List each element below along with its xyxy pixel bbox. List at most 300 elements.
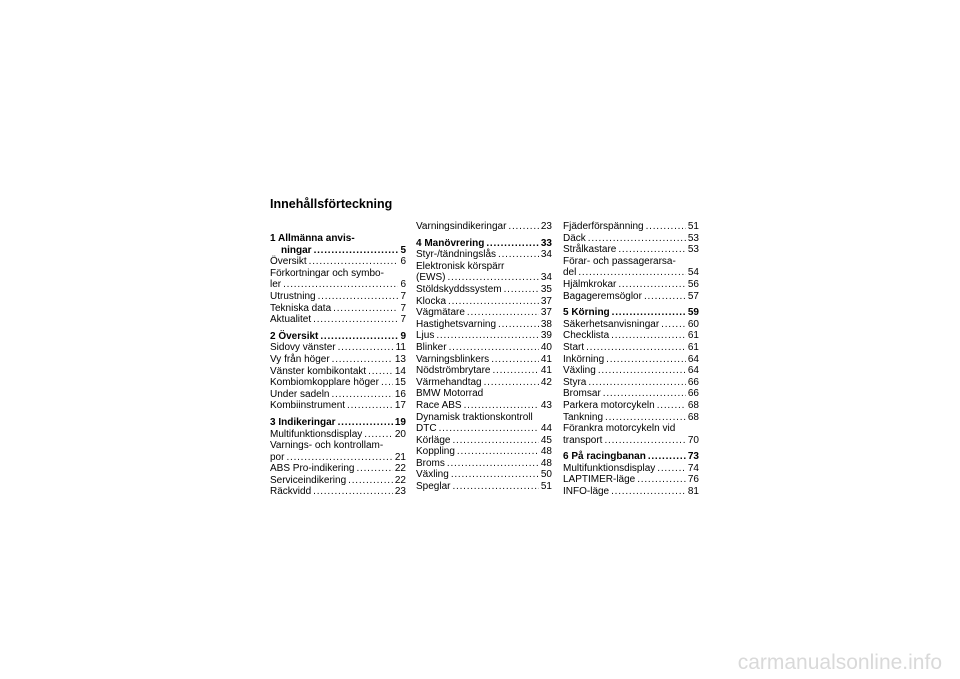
toc-entry-line xyxy=(563,244,699,256)
toc-entry-title-line: Elektronisk körspärr xyxy=(416,260,505,272)
toc-entry[interactable] xyxy=(563,400,699,412)
dot-leader xyxy=(637,474,686,486)
toc-entry-line xyxy=(563,451,699,463)
toc-page-number: 17 xyxy=(394,400,406,412)
toc-entry-title: Bromsar xyxy=(563,388,601,400)
toc-page-number: 51 xyxy=(540,481,552,493)
toc-entry[interactable] xyxy=(416,354,552,366)
toc-page-number: 11 xyxy=(395,342,406,354)
toc-entry-title: Serviceindikering xyxy=(270,474,347,486)
toc-entry[interactable] xyxy=(416,469,552,481)
toc-entry[interactable] xyxy=(563,377,699,389)
toc-entry-title: Start xyxy=(563,341,585,353)
toc-entry[interactable] xyxy=(270,400,406,412)
toc-entry-title: Vy från höger xyxy=(270,353,330,365)
dot-leader xyxy=(338,342,394,354)
toc-entry-line xyxy=(563,319,699,331)
toc-entry[interactable] xyxy=(416,412,552,435)
toc-entry-title: Hjälmkrokar xyxy=(563,278,617,290)
toc-entry-title: transport xyxy=(563,434,603,446)
toc-entry[interactable] xyxy=(270,291,406,303)
dot-leader xyxy=(347,400,393,412)
toc-entry[interactable] xyxy=(563,354,699,366)
toc-entry-line xyxy=(270,475,406,487)
toc-entry-line xyxy=(416,423,552,435)
toc-entry-line xyxy=(416,446,552,458)
dot-leader xyxy=(598,365,686,377)
toc-entry-title: Multifunktionsdisplay xyxy=(563,462,656,474)
toc-page-number: 48 xyxy=(540,457,552,469)
toc-entry[interactable] xyxy=(416,249,552,261)
dot-leader xyxy=(449,342,539,354)
toc-entry-title: Däck xyxy=(563,232,586,244)
toc-entry[interactable] xyxy=(270,486,406,498)
dot-leader xyxy=(606,354,686,366)
toc-page-number: 37 xyxy=(540,295,552,307)
toc-entry-line xyxy=(563,354,699,366)
toc-entry[interactable] xyxy=(563,233,699,245)
toc-entry[interactable] xyxy=(563,412,699,424)
toc-entry-title: Inkörning xyxy=(563,353,605,365)
dot-leader xyxy=(333,303,398,315)
toc-entry[interactable] xyxy=(563,221,699,233)
toc-page-number: 50 xyxy=(540,469,552,481)
toc-entry[interactable] xyxy=(416,261,552,284)
toc-entry-line xyxy=(270,452,406,464)
toc-page-number: 15 xyxy=(394,377,406,389)
toc-page-number: 53 xyxy=(687,232,699,244)
toc-entry-title: Stöldskyddssystem xyxy=(416,283,502,295)
toc-entry[interactable] xyxy=(270,342,406,354)
toc-entry[interactable] xyxy=(270,475,406,487)
dot-leader xyxy=(504,284,539,296)
toc-page-number: 66 xyxy=(687,388,699,400)
toc-entry-title: LAPTIMER-läge xyxy=(563,474,636,486)
dot-leader xyxy=(605,412,686,424)
dot-leader xyxy=(498,319,539,331)
toc-page-number: 43 xyxy=(540,399,552,411)
toc-entry-title: 2 Översikt xyxy=(270,330,319,342)
dot-leader xyxy=(338,417,393,429)
dot-leader xyxy=(320,331,398,343)
toc-page-number: 39 xyxy=(540,330,552,342)
toc-page-number: 7 xyxy=(400,314,406,326)
dot-leader xyxy=(447,458,539,470)
toc-entry-title: Tekniska data xyxy=(270,302,332,314)
dot-leader xyxy=(332,354,393,366)
toc-chapter[interactable] xyxy=(563,451,699,463)
toc-entry-title: Hastighetsvarning xyxy=(416,318,497,330)
toc-page-number: 33 xyxy=(540,237,552,249)
toc-entry-title: Körläge xyxy=(416,434,451,446)
toc-entry-title: 5 Körning xyxy=(563,307,610,319)
toc-page-number: 21 xyxy=(394,451,406,463)
toc-entry-line xyxy=(416,307,552,319)
toc-entry-line xyxy=(270,314,406,326)
toc-chapter[interactable] xyxy=(563,307,699,319)
toc-entry-line xyxy=(270,279,406,291)
toc-entry[interactable] xyxy=(563,388,699,400)
toc-entry-line xyxy=(270,366,406,378)
toc-entry-title: Blinker xyxy=(416,341,447,353)
toc-entry-line xyxy=(416,249,552,261)
toc-entry-line xyxy=(563,221,699,233)
toc-page-number: 56 xyxy=(687,278,699,290)
toc-entry[interactable] xyxy=(563,256,699,279)
toc-entry-title: 4 Manövrering xyxy=(416,237,485,249)
toc-entry-line xyxy=(416,469,552,481)
toc-page-number: 13 xyxy=(394,353,406,365)
dot-leader xyxy=(491,354,539,366)
dot-leader xyxy=(364,429,393,441)
toc-entry[interactable] xyxy=(416,221,552,233)
dot-leader xyxy=(661,319,686,331)
toc-entry-title: Race ABS xyxy=(416,399,462,411)
dot-leader xyxy=(603,388,686,400)
toc-entry-title: Aktualitet xyxy=(270,314,312,326)
dot-leader xyxy=(604,435,685,447)
toc-entry-line xyxy=(563,307,699,319)
toc-page-number: 76 xyxy=(687,474,699,486)
dot-leader xyxy=(313,486,393,498)
toc-page-number: 40 xyxy=(540,341,552,353)
toc-page-number: 73 xyxy=(687,451,699,463)
toc-entry-title: Broms xyxy=(416,457,445,469)
toc-entry-line xyxy=(563,412,699,424)
dot-leader xyxy=(286,452,392,464)
toc-entry[interactable] xyxy=(270,389,406,401)
toc-entry-line xyxy=(563,388,699,400)
dot-leader xyxy=(618,244,686,256)
toc-entry[interactable] xyxy=(270,354,406,366)
toc-entry-line xyxy=(416,377,552,389)
toc-entry-line xyxy=(416,481,552,493)
toc-entry-line xyxy=(270,400,406,412)
dot-leader xyxy=(368,366,393,378)
toc-entry-line xyxy=(563,342,699,354)
toc-entry[interactable] xyxy=(270,314,406,326)
dot-leader xyxy=(381,377,393,389)
dot-leader xyxy=(657,463,686,475)
dot-leader xyxy=(611,486,686,498)
toc-entry[interactable] xyxy=(563,486,699,498)
dot-leader xyxy=(484,377,539,389)
toc-entry-title: Styra xyxy=(563,376,587,388)
toc-entry-title: Bagageremsöglor xyxy=(563,290,642,302)
toc-entry[interactable] xyxy=(416,342,552,354)
toc-entry-line xyxy=(563,330,699,342)
dot-leader xyxy=(648,451,686,463)
toc-column-1 xyxy=(270,233,406,498)
dot-leader xyxy=(508,221,538,233)
toc-page-number: 74 xyxy=(687,462,699,474)
toc-page-number: 22 xyxy=(394,474,406,486)
toc-chapter[interactable] xyxy=(270,417,406,429)
toc-page-number: 66 xyxy=(687,376,699,388)
toc-page-number: 37 xyxy=(540,307,552,319)
toc-page-number: 61 xyxy=(687,341,699,353)
dot-leader xyxy=(452,481,538,493)
toc-entry-title: Vägmätare xyxy=(416,307,465,319)
toc-chapter[interactable] xyxy=(270,331,406,343)
toc-entry[interactable] xyxy=(416,330,552,342)
toc-entry[interactable] xyxy=(563,474,699,486)
toc-entry-title: Speglar xyxy=(416,481,451,493)
toc-entry-title: del xyxy=(563,267,577,279)
toc-entry-line xyxy=(270,256,406,268)
toc-page-number: 6 xyxy=(400,279,406,291)
toc-entry[interactable] xyxy=(416,481,552,493)
dot-leader xyxy=(448,296,539,308)
dot-leader xyxy=(498,249,539,261)
dot-leader xyxy=(588,233,686,245)
toc-entry-line xyxy=(270,331,406,343)
toc-entry-line xyxy=(563,474,699,486)
toc-entry-line xyxy=(270,417,406,429)
toc-column-2 xyxy=(416,221,552,493)
toc-entry-title: Räckvidd xyxy=(270,486,312,498)
toc-entry-line xyxy=(563,279,699,291)
toc-entry-title: ningar xyxy=(281,244,312,256)
toc-entry[interactable] xyxy=(270,440,406,463)
toc-entry-line xyxy=(270,291,406,303)
toc-page-number: 23 xyxy=(394,486,406,498)
toc-page-number: 51 xyxy=(687,221,699,232)
toc-page-number: 53 xyxy=(687,244,699,256)
toc-entry[interactable] xyxy=(416,377,552,389)
toc-page-number: 5 xyxy=(400,244,406,256)
toc-entry[interactable] xyxy=(416,307,552,319)
toc-entry-title: Parkera motorcykeln xyxy=(563,399,655,411)
toc-page-number: 68 xyxy=(687,399,699,411)
toc-entry-title: Värmehandtag xyxy=(416,376,482,388)
dot-leader xyxy=(309,256,399,268)
toc-entry-title: Varningsblinkers xyxy=(416,353,490,365)
toc-page-number: 34 xyxy=(540,272,552,284)
toc-entry-title: Nödströmbrytare xyxy=(416,365,491,377)
toc-entry[interactable] xyxy=(416,388,552,411)
toc-entry-title: por xyxy=(270,451,285,463)
toc-entry-line xyxy=(270,303,406,315)
toc-page-number: 16 xyxy=(394,388,406,400)
toc-entry[interactable] xyxy=(270,268,406,291)
dot-leader xyxy=(313,314,398,326)
toc-entry-title: Koppling xyxy=(416,446,455,458)
watermark: carmanualsonline.info xyxy=(737,651,942,674)
toc-entry[interactable] xyxy=(416,458,552,470)
toc-page-number: 23 xyxy=(540,221,552,232)
toc-entry-line xyxy=(416,284,552,296)
toc-entry-line xyxy=(270,429,406,441)
toc-entry[interactable] xyxy=(416,296,552,308)
toc-entry-line xyxy=(416,435,552,447)
toc-page-number: 64 xyxy=(687,365,699,377)
toc-page-number: 44 xyxy=(540,423,552,435)
dot-leader xyxy=(452,435,538,447)
dot-leader xyxy=(578,267,686,279)
toc-entry-title: Fjäderförspänning xyxy=(563,221,644,232)
dot-leader xyxy=(646,221,686,233)
toc-entry-line xyxy=(416,238,552,250)
toc-page-number: 60 xyxy=(687,318,699,330)
dot-leader xyxy=(439,423,539,435)
toc-entry-title: ler xyxy=(270,279,282,291)
toc-entry[interactable] xyxy=(563,463,699,475)
toc-entry[interactable] xyxy=(563,330,699,342)
toc-entry-line xyxy=(416,319,552,331)
toc-entry-title-line: Förkortningar och symbo- xyxy=(270,267,384,279)
toc-page-number: 7 xyxy=(400,302,406,314)
toc-page-number: 6 xyxy=(400,256,406,268)
toc-entry[interactable] xyxy=(270,463,406,475)
toc-page-number: 70 xyxy=(687,434,699,446)
toc-entry-title: Sidovy vänster xyxy=(270,342,336,354)
toc-entry-line xyxy=(416,296,552,308)
toc-entry-line xyxy=(416,458,552,470)
toc-page-number: 7 xyxy=(400,290,406,302)
dot-leader xyxy=(612,307,686,319)
toc-entry-line xyxy=(416,365,552,377)
toc-entry-title: (EWS) xyxy=(416,272,446,284)
toc-entry-title-line: BMW Motorrad xyxy=(416,388,484,400)
dot-leader xyxy=(657,400,686,412)
toc-entry[interactable] xyxy=(270,429,406,441)
toc-page-number: 68 xyxy=(687,411,699,423)
dot-leader xyxy=(314,245,399,257)
toc-entry-line xyxy=(270,486,406,498)
dot-leader xyxy=(492,365,538,377)
toc-entry[interactable] xyxy=(270,366,406,378)
toc-entry-title-line: 1 Allmänna anvis- xyxy=(270,233,355,244)
toc-entry[interactable] xyxy=(563,291,699,303)
toc-entry[interactable] xyxy=(416,284,552,296)
toc-page-number: 34 xyxy=(540,249,552,261)
toc-page-number: 64 xyxy=(687,353,699,365)
dot-leader xyxy=(348,475,393,487)
toc-page-number: 57 xyxy=(687,290,699,302)
toc-page-number: 41 xyxy=(540,365,552,377)
toc-entry-title: Checklista xyxy=(563,330,610,342)
toc-entry-line xyxy=(416,330,552,342)
toc-page-number: 35 xyxy=(540,283,552,295)
dot-leader xyxy=(331,389,392,401)
dot-leader xyxy=(318,291,399,303)
toc-entry-line xyxy=(270,354,406,366)
dot-leader xyxy=(486,238,539,250)
toc-entry-title: Kombiomkopplare höger xyxy=(270,377,379,389)
toc-page-number: 54 xyxy=(687,267,699,279)
toc-entry-title: Kombiinstrument xyxy=(270,400,346,412)
toc-entry-line xyxy=(563,365,699,377)
toc-entry-title: ABS Pro-indikering xyxy=(270,463,355,475)
toc-page-number: 42 xyxy=(540,376,552,388)
toc-page-number: 38 xyxy=(540,318,552,330)
toc-entry[interactable] xyxy=(563,279,699,291)
toc-entry-line xyxy=(416,342,552,354)
toc-entry-title: Styr-/tändningslås xyxy=(416,249,497,261)
toc-entry-title: Multifunktionsdisplay xyxy=(270,428,363,440)
toc-entry-line xyxy=(416,221,552,233)
toc-entry-title: Klocka xyxy=(416,295,447,307)
toc-column-3 xyxy=(563,221,699,498)
toc-entry-title: 6 På racingbanan xyxy=(563,451,646,463)
toc-entry-title: Växling xyxy=(563,365,596,377)
toc-chapter[interactable] xyxy=(270,233,406,256)
dot-leader xyxy=(644,291,686,303)
toc-entry[interactable] xyxy=(563,423,699,446)
dot-leader xyxy=(356,463,392,475)
toc-entry-line xyxy=(270,342,406,354)
toc-entry[interactable] xyxy=(563,319,699,331)
toc-entry-line xyxy=(563,377,699,389)
toc-entry-title: Strålkastare xyxy=(563,244,617,256)
toc-entry[interactable] xyxy=(563,342,699,354)
toc-entry-line xyxy=(563,463,699,475)
toc-entry-title: 3 Indikeringar xyxy=(270,416,336,428)
toc-entry[interactable] xyxy=(416,435,552,447)
toc-entry-title: DTC xyxy=(416,423,437,435)
toc-entry[interactable] xyxy=(270,377,406,389)
toc-entry[interactable] xyxy=(563,365,699,377)
dot-leader xyxy=(447,272,538,284)
toc-entry-title: Utrustning xyxy=(270,290,316,302)
dot-leader xyxy=(611,330,686,342)
toc-chapter[interactable] xyxy=(416,238,552,250)
toc-entry-line xyxy=(563,233,699,245)
toc-entry[interactable] xyxy=(416,319,552,331)
toc-entry[interactable] xyxy=(416,365,552,377)
toc-page-number: 20 xyxy=(394,428,406,440)
toc-page-number: 14 xyxy=(394,365,406,377)
toc-entry[interactable] xyxy=(270,256,406,268)
toc-entry-title: Växling xyxy=(416,469,449,481)
toc-entry[interactable] xyxy=(416,446,552,458)
toc-entry-line xyxy=(416,400,552,412)
toc-page-number: 19 xyxy=(394,416,406,428)
toc-entry-title: Varningsindikeringar xyxy=(416,221,507,232)
toc-entry-title-line: Varnings- och kontrollam- xyxy=(270,440,384,452)
dot-leader xyxy=(283,279,398,291)
toc-entry[interactable] xyxy=(270,303,406,315)
dot-leader xyxy=(451,469,539,481)
toc-entry-title: Tankning xyxy=(563,411,604,423)
toc-entry-line xyxy=(563,486,699,498)
toc-page-number: 45 xyxy=(540,434,552,446)
dot-leader xyxy=(464,400,539,412)
toc-entry-line xyxy=(563,400,699,412)
toc-entry-line xyxy=(416,354,552,366)
toc-entry-line xyxy=(416,272,552,284)
toc-page-number: 9 xyxy=(400,330,406,342)
toc-page-number: 59 xyxy=(687,307,699,319)
toc-page-number: 81 xyxy=(687,486,699,498)
toc-page-number: 61 xyxy=(687,330,699,342)
toc-page-number: 41 xyxy=(540,353,552,365)
toc-entry-title-line: Förar- och passagerarsa- xyxy=(563,255,676,267)
toc-entry-title: Ljus xyxy=(416,330,435,342)
toc-page-number: 22 xyxy=(394,463,406,475)
toc-entry-line xyxy=(270,245,406,257)
toc-entry-title-line: Förankra motorcykeln vid xyxy=(563,423,676,435)
toc-entry-line xyxy=(563,435,699,447)
dot-leader xyxy=(586,342,686,354)
toc-entry[interactable] xyxy=(563,244,699,256)
toc-entry-title: Säkerhetsanvisningar xyxy=(563,318,660,330)
dot-leader xyxy=(588,377,686,389)
toc-entry-line xyxy=(563,291,699,303)
toc-entry-title: Översikt xyxy=(270,256,307,268)
toc-entry-title: INFO-läge xyxy=(563,486,610,498)
